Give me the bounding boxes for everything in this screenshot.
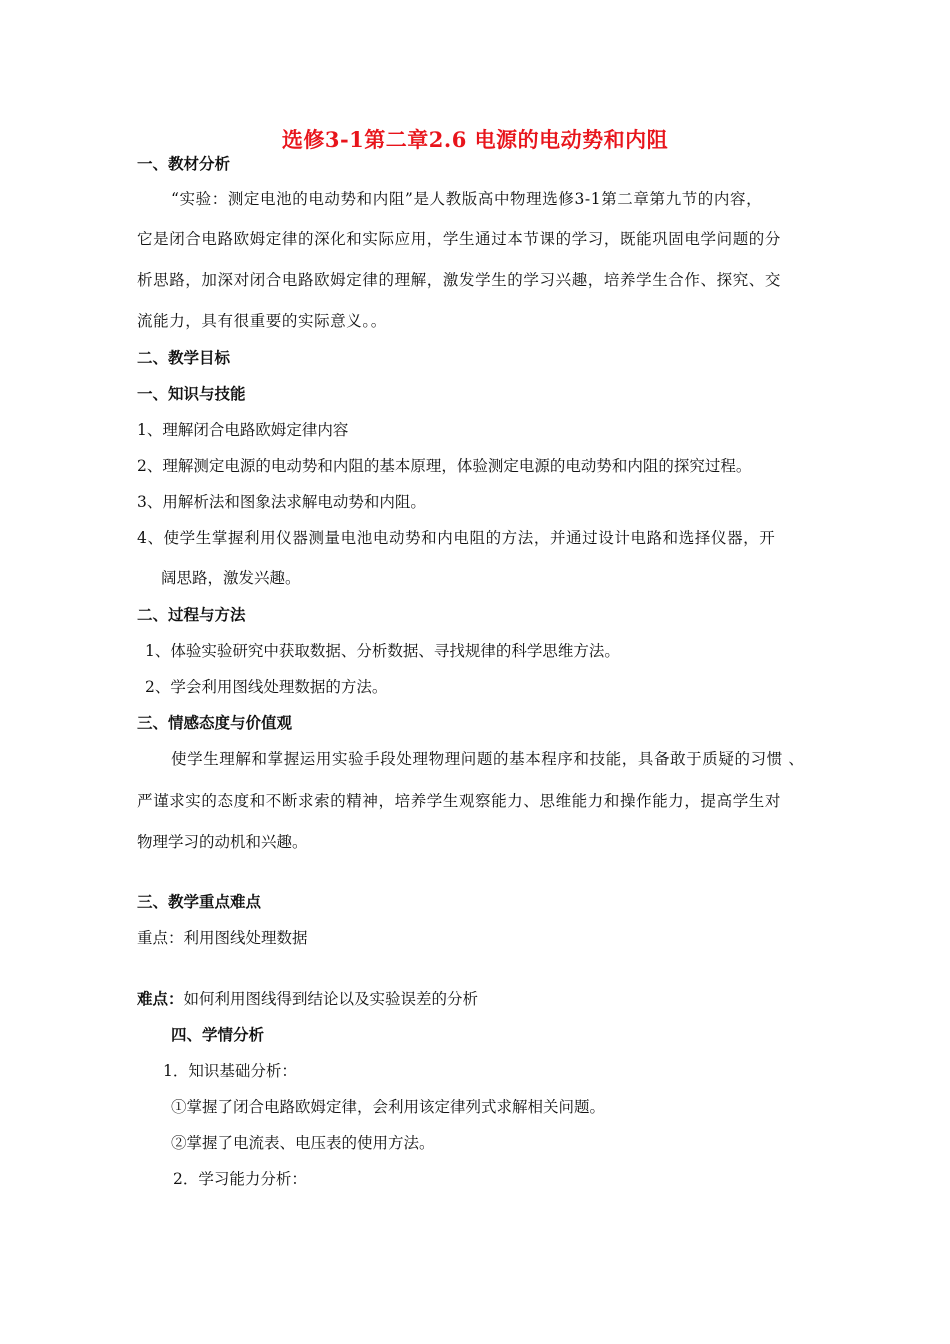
- difficulty-label: 难点：: [137, 989, 184, 1008]
- difficulty-text: 如何利用图线得到结论以及实验误差的分析: [183, 990, 479, 1008]
- list-item: 2．学习能力分析：: [173, 1170, 307, 1188]
- list-item: 1、理解闭合电路欧姆定律内容: [137, 421, 349, 439]
- difficulty-line: [137, 987, 478, 1009]
- paragraph-line: 它是闭合电路欧姆定律的深化和实际应用，学生通过本节课的学习，既能巩固电学问题的分: [137, 230, 782, 248]
- paragraph-line: 流能力，具有很重要的实际意义。。: [137, 312, 387, 330]
- paragraph-line: 使学生理解和掌握运用实验手段处理物理问题的基本程序和技能，具备敢于质疑的习惯 、: [171, 750, 805, 768]
- document-title: 选修3-1第二章2.6 电源的电动势和内阻: [281, 127, 669, 152]
- list-item: 3、用解析法和图象法求解电动势和内阻。: [137, 493, 426, 511]
- subheading-attitudes-values: 三、情感态度与价值观: [137, 713, 293, 732]
- subheading-process-methods: 二、过程与方法: [137, 605, 246, 624]
- section-heading-textbook-analysis: 一、教材分析: [137, 154, 231, 173]
- paragraph-line: 物理学习的动机和兴趣。: [137, 833, 308, 851]
- focus-line: 重点：利用图线处理数据: [137, 929, 308, 947]
- list-item: 1、体验实验研究中获取数据、分析数据、寻找规律的科学思维方法。: [145, 642, 620, 660]
- paragraph-line: “实验：测定电池的电动势和内阻”是人教版高中物理选修3-1第二章第九节的内容，: [171, 190, 763, 208]
- list-item: 4、使学生掌握利用仪器测量电池电动势和内电阻的方法，并通过设计电路和选择仪器，开: [137, 529, 776, 547]
- list-item: 1．知识基础分析：: [163, 1062, 297, 1080]
- list-item: ②掌握了电流表、电压表的使用方法。: [171, 1134, 435, 1152]
- list-item-continuation: 阔思路，激发兴趣。: [161, 569, 301, 587]
- section-heading-teaching-goals: 二、教学目标: [137, 348, 231, 367]
- section-heading-student-analysis: 四、学情分析: [171, 1025, 265, 1044]
- paragraph-line: 严谨求实的态度和不断求索的精神，培养学生观察能力、思维能力和操作能力，提高学生对: [137, 792, 782, 810]
- subheading-knowledge-skills: 一、知识与技能: [137, 384, 246, 403]
- list-item: 2、学会利用图线处理数据的方法。: [145, 678, 388, 696]
- paragraph-line: 析思路，加深对闭合电路欧姆定律的理解，激发学生的学习兴趣，培养学生合作、探究、交: [137, 271, 782, 289]
- list-item: 2、理解测定电源的电动势和内阻的基本原理，体验测定电源的电动势和内阻的探究过程。: [137, 457, 752, 475]
- list-item: ①掌握了闭合电路欧姆定律，会利用该定律列式求解相关问题。: [171, 1098, 606, 1116]
- section-heading-key-points: 三、教学重点难点: [137, 892, 262, 911]
